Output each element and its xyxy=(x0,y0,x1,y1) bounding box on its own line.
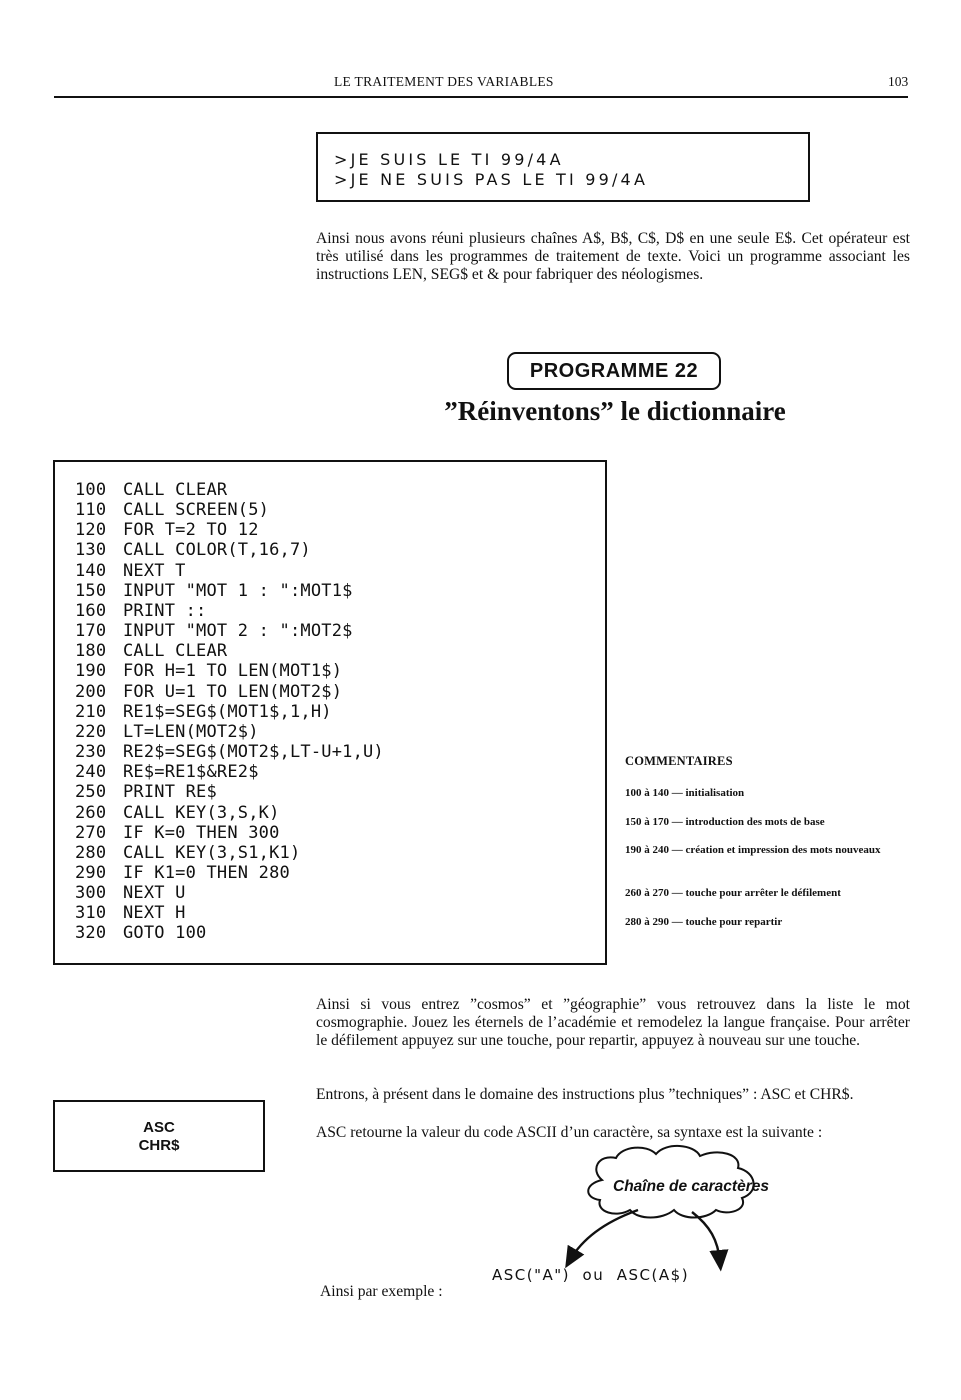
line-code: RE$=RE1$&RE2$ xyxy=(123,762,259,783)
line-number: 280 xyxy=(75,842,107,863)
line-number: 180 xyxy=(75,641,107,662)
listing-line xyxy=(75,540,384,560)
screen-output-box xyxy=(316,132,810,202)
line-code: CALL KEY(3,S1,K1) xyxy=(123,842,301,863)
listing-line xyxy=(75,742,384,762)
line-code: GOTO 100 xyxy=(123,923,207,944)
cloud-label: Chaîne de caractères xyxy=(613,1178,769,1195)
program-badge: PROGRAMME 22 xyxy=(507,352,721,390)
running-head: LE TRAITEMENT DES VARIABLES xyxy=(334,74,554,89)
line-code: PRINT RE$ xyxy=(123,782,217,803)
outro-paragraph: Ainsi si vous entrez ”cosmos” et ”géographie” vous retrouvez dans la liste le mot cosmographie. Jouez les éternels de l’académie et remodelez la langue française. Pour arrêter le défilement appuyez sur une touche, pour repartir, appuyez à nouveau sur une touche. xyxy=(316,996,910,1049)
listing-line xyxy=(75,621,384,641)
listing-line xyxy=(75,641,384,661)
header-rule xyxy=(54,96,908,98)
keyword-box xyxy=(53,1100,265,1172)
screen-output-line: >JE NE SUIS PAS LE TI 99/4A xyxy=(334,170,649,189)
program-listing xyxy=(53,460,607,965)
comment-item: 260 à 270 — touche pour arrêter le défilement xyxy=(625,887,841,899)
example-label: Ainsi par exemple : xyxy=(320,1283,443,1300)
line-number: 140 xyxy=(75,560,107,581)
line-code: FOR U=1 TO LEN(MOT2$) xyxy=(123,681,343,702)
listing-lines xyxy=(75,480,384,944)
line-number: 170 xyxy=(75,621,107,642)
asc-paragraph: ASC retourne la valeur du code ASCII d’un caractère, sa syntaxe est la suivante : xyxy=(316,1124,823,1141)
line-code: CALL COLOR(T,16,7) xyxy=(123,540,311,561)
line-code: RE2$=SEG$(MOT2$,LT-U+1,U) xyxy=(123,742,384,763)
listing-line xyxy=(75,923,384,943)
line-number: 210 xyxy=(75,701,107,722)
intro-paragraph: Ainsi nous avons réuni plusieurs chaînes A$, B$, C$, D$ en une seule E$. Cet opérateur est très utilisé dans les programmes de traitement de texte. Voici un programme associant les instructions LEN, SEG$ et & pour fabriquer des néologismes. xyxy=(316,230,910,283)
line-code: CALL CLEAR xyxy=(123,641,228,662)
listing-line xyxy=(75,762,384,782)
line-number: 310 xyxy=(75,903,107,924)
line-number: 240 xyxy=(75,762,107,783)
comment-item: 190 à 240 — création et impression des mots nouveaux xyxy=(625,844,881,856)
listing-line xyxy=(75,581,384,601)
line-code: PRINT :: xyxy=(123,600,207,621)
screen-output-line: >JE SUIS LE TI 99/4A xyxy=(334,150,564,169)
page-number: 103 xyxy=(888,74,909,89)
listing-line xyxy=(75,823,384,843)
line-code: CALL CLEAR xyxy=(123,480,228,500)
listing-line xyxy=(75,480,384,500)
syntax-example: ASC("A") ou ASC(A$) xyxy=(492,1266,690,1284)
line-code: NEXT T xyxy=(123,560,186,581)
listing-line xyxy=(75,601,384,621)
arrow-left xyxy=(570,1210,638,1260)
listing-line xyxy=(75,702,384,722)
listing-line xyxy=(75,883,384,903)
line-number: 230 xyxy=(75,742,107,763)
keyword-chr: CHR$ xyxy=(138,1137,180,1154)
line-code: FOR H=1 TO LEN(MOT1$) xyxy=(123,661,343,682)
line-number: 260 xyxy=(75,802,107,823)
line-code: CALL KEY(3,S,K) xyxy=(123,802,280,823)
program-title: ”Réinventons” le dictionnaire xyxy=(444,396,786,426)
comment-item: 150 à 170 — introduction des mots de base xyxy=(625,816,825,828)
line-code: LT=LEN(MOT2$) xyxy=(123,721,259,742)
comment-item: 280 à 290 — touche pour repartir xyxy=(625,916,783,928)
line-number: 110 xyxy=(75,500,107,521)
listing-line xyxy=(75,863,384,883)
listing-line xyxy=(75,500,384,520)
line-number: 250 xyxy=(75,782,107,803)
line-code: INPUT "MOT 2 : ":MOT2$ xyxy=(123,621,353,642)
listing-line xyxy=(75,803,384,823)
line-number: 200 xyxy=(75,681,107,702)
line-number: 270 xyxy=(75,822,107,843)
line-number: 300 xyxy=(75,883,107,904)
entrons-paragraph: Entrons, à présent dans le domaine des instructions plus ”techniques” : ASC et CHR$. xyxy=(316,1086,854,1103)
line-number: 290 xyxy=(75,862,107,883)
listing-line xyxy=(75,722,384,742)
line-number: 130 xyxy=(75,540,107,561)
line-code: NEXT H xyxy=(123,903,186,924)
listing-line xyxy=(75,661,384,681)
line-number: 100 xyxy=(75,480,107,500)
listing-line xyxy=(75,520,384,540)
line-number: 150 xyxy=(75,580,107,601)
listing-line xyxy=(75,903,384,923)
line-code: RE1$=SEG$(MOT1$,1,H) xyxy=(123,701,332,722)
listing-line xyxy=(75,782,384,802)
arrow-right xyxy=(692,1212,720,1262)
line-code: CALL SCREEN(5) xyxy=(123,500,270,521)
listing-line xyxy=(75,682,384,702)
keyword-asc: ASC xyxy=(143,1119,175,1136)
line-code: FOR T=2 TO 12 xyxy=(123,520,259,541)
listing-line xyxy=(75,561,384,581)
line-number: 120 xyxy=(75,520,107,541)
line-code: IF K=0 THEN 300 xyxy=(123,822,280,843)
comments-title: COMMENTAIRES xyxy=(625,754,733,768)
listing-line xyxy=(75,843,384,863)
line-number: 190 xyxy=(75,661,107,682)
line-code: INPUT "MOT 1 : ":MOT1$ xyxy=(123,580,353,601)
line-number: 160 xyxy=(75,600,107,621)
line-code: NEXT U xyxy=(123,883,186,904)
line-number: 320 xyxy=(75,923,107,944)
line-code: IF K1=0 THEN 280 xyxy=(123,862,290,883)
line-number: 220 xyxy=(75,721,107,742)
comment-item: 100 à 140 — initialisation xyxy=(625,787,745,799)
